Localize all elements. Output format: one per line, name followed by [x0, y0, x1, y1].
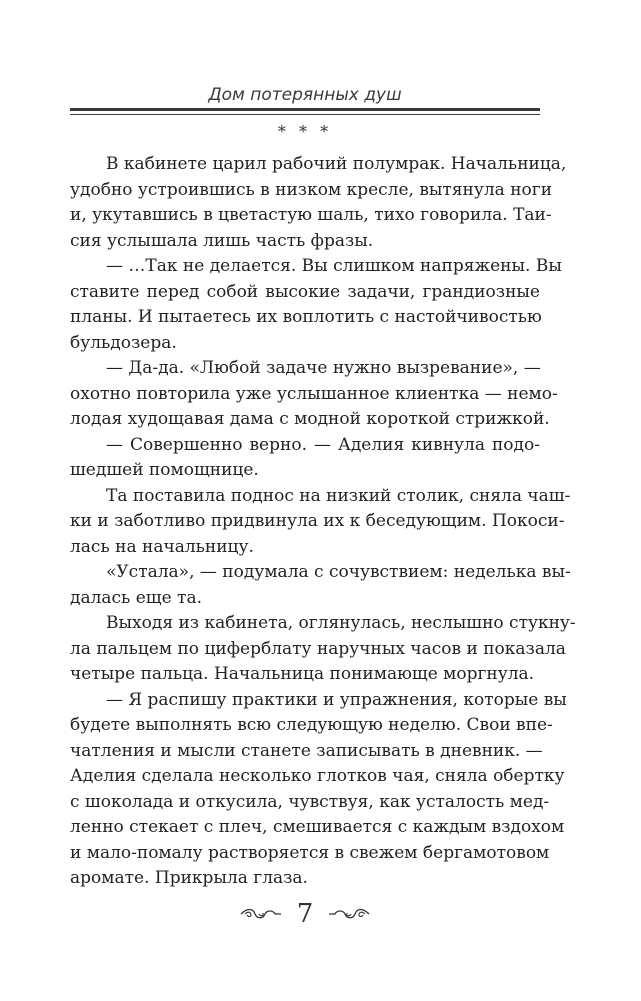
- text-line: бульдозера.: [70, 332, 177, 353]
- text-line: чатления и мысли станете записывать в дневник. —: [70, 740, 543, 761]
- text-line: планы. И пытаетесь их воплотить с настойчивостью: [70, 307, 542, 327]
- page-footer: [70, 894, 540, 934]
- text-line: Выходя из кабинета, оглянулась, неслышно стукну-: [106, 613, 576, 633]
- text-line: шедшей помощнице.: [70, 460, 259, 480]
- text-line: будете выполнять всю следующую неделю. Свои впе-: [70, 715, 553, 735]
- text-line: с шоколада и откусила, чувствуя, как усталость мед-: [70, 791, 550, 812]
- text-line: «Устала», — подумала с сочувствием: неделька вы-: [106, 562, 571, 582]
- text-line: и мало-помалу растворяется в свежем бергамотовом: [70, 842, 550, 863]
- text-line: охотно повторила уже услышанное клиентка — немо-: [70, 383, 558, 404]
- text-line: удобно устроившись в низком кресле, вытянула ноги: [70, 179, 553, 200]
- text-line: — Я распишу практики и упражнения, которые вы: [106, 689, 567, 710]
- text-line: — …Так не делается. Вы слишком напряжены. Вы: [106, 256, 562, 276]
- text-line: В кабинете царил рабочий полумрак. Начальница,: [106, 154, 567, 174]
- text-line: ла пальцем по циферблату наручных часов и показала: [70, 638, 566, 659]
- body-text: [70, 152, 576, 892]
- text-line: ставите перед собой высокие задачи, грандиозные: [70, 281, 540, 302]
- text-line: ленно стекает с плеч, смешивается с каждым вздохом: [70, 817, 565, 837]
- text-line: Аделия сделала несколько глотков чая, сняла обертку: [70, 766, 565, 786]
- header-rule-thick: [70, 108, 540, 111]
- text-line: четыре пальца. Начальница понимающе моргнула.: [70, 664, 535, 684]
- text-line: ки и заботливо придвинула их к беседующим. Покоси-: [70, 511, 565, 531]
- section-separator: * * *: [277, 122, 333, 141]
- text-line: и, укутавшись в цветастую шаль, тихо говорила. Таи-: [70, 205, 552, 225]
- text-line: Та поставила поднос на низкий столик, сняла чаш-: [106, 485, 571, 506]
- text-line: сия услышала лишь часть фразы.: [70, 230, 374, 251]
- text-line: аромате. Прикрыла глаза.: [70, 868, 308, 888]
- text-line: далась еще та.: [70, 587, 202, 608]
- text-line: лась на начальницу.: [70, 536, 254, 557]
- page-number: 7: [296, 899, 314, 929]
- header-rule-thin: [70, 114, 540, 115]
- running-title: Дом потерянных душ: [208, 85, 402, 105]
- text-line: — Совершенно верно. — Аделия кивнула подо-: [106, 434, 540, 455]
- right-flourish-icon: [327, 906, 371, 922]
- text-line: — Да-да. «Любой задаче нужно вызревание», —: [106, 358, 541, 378]
- text-line: лодая худощавая дама с модной короткой стрижкой.: [70, 409, 550, 429]
- left-flourish-icon: [239, 906, 283, 922]
